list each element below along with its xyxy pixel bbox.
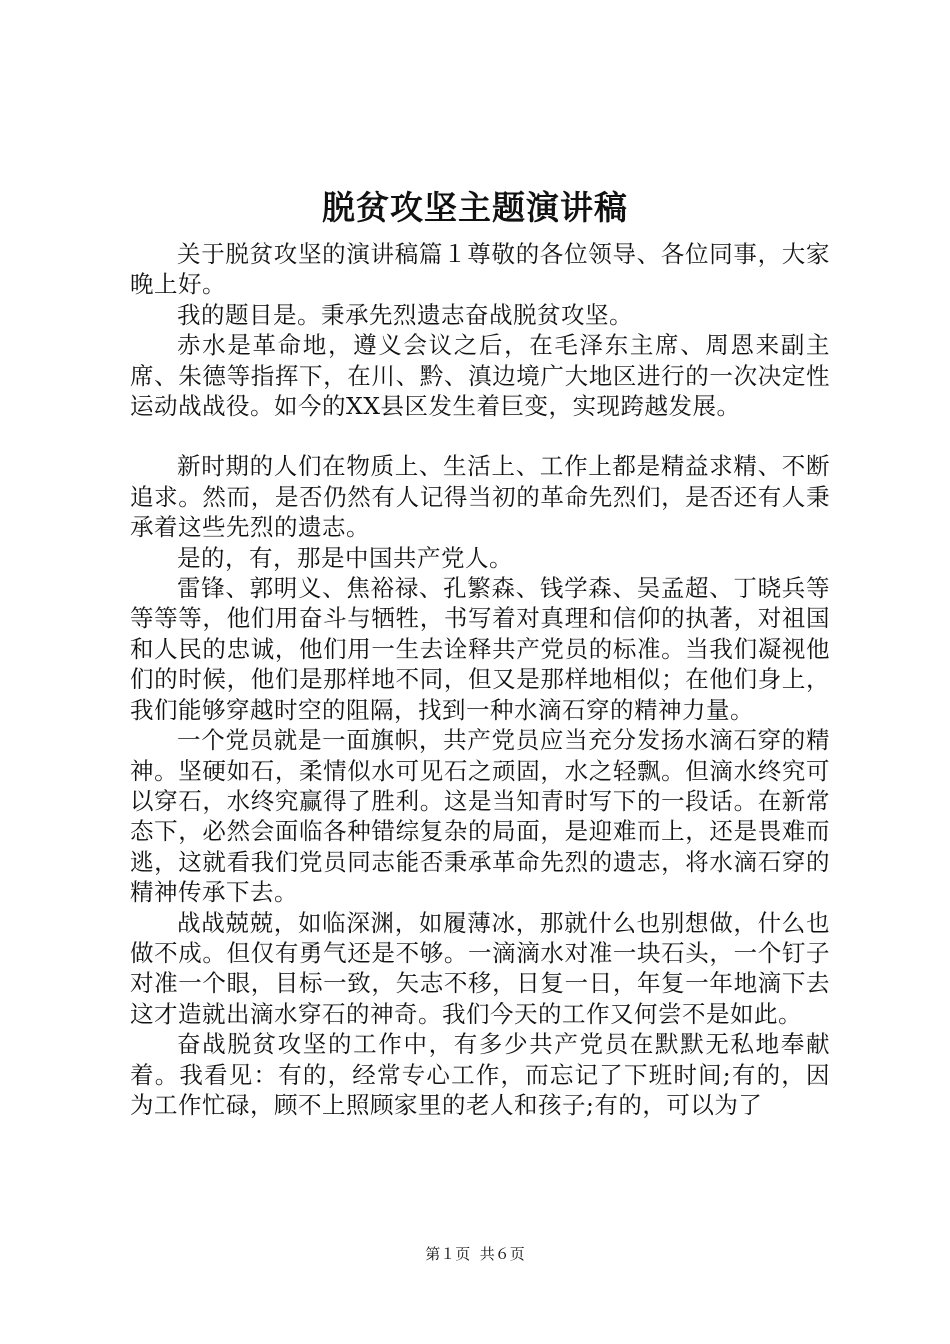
paragraph: 一个党员就是一面旗帜，共产党员应当充分发扬水滴石穿的精神。坚硬如石，柔情似水可见石之顽固，水之轻飘。但滴水终究可以穿石，水终究赢得了胜利。这是当知青时写下的一段话。在新常态下，必然会面临各种错综复杂的局面，是迎难而上，还是畏难而逃，这就看我们党员同志能否秉承革命先烈的遗志，将水滴石穿的精神传承下去。 bbox=[130, 726, 830, 907]
page-number-footer: 第１页 共６页 bbox=[425, 1245, 525, 1263]
paragraph: 雷锋、郭明义、焦裕禄、孔繁森、钱学森、吴孟超、丁晓兵等等等等，他们用奋斗与牺牲，书写着对真理和信仰的执著，对祖国和人民的忠诚，他们用一生去诠释共产党员的标准。当我们凝视他们的时候，他们是那样地不同，但又是那样地相似；在他们身上，我们能够穿越时空的阻隔，找到一种水滴石穿的精神力量。 bbox=[130, 574, 830, 724]
paragraph: 奋战脱贫攻坚的工作中，有多少共产党员在默默无私地奉献着。我看见：有的，经常专心工作，而忘记了下班时间;有的，因为工作忙碌，顾不上照顾家里的老人和孩子;有的，可以为了 bbox=[130, 1030, 830, 1119]
paragraph: 关于脱贫攻坚的演讲稿篇１尊敬的各位领导、各位同事，大家晚上好。 bbox=[130, 240, 830, 299]
paragraph: 我的题目是。秉承先烈遗志奋战脱贫攻坚。 bbox=[177, 300, 633, 329]
document-title: 脱贫攻坚主题演讲稿 bbox=[322, 188, 628, 227]
paragraph: 是的，有，那是中国共产党人。 bbox=[177, 543, 513, 572]
paragraph: 新时期的人们在物质上、生活上、工作上都是精益求精、不断追求。然而，是否仍然有人记得当初的革命先烈们，是否还有人秉承着这些先烈的遗志。 bbox=[130, 452, 830, 542]
document-body bbox=[130, 239, 830, 1120]
paragraph: 赤水是革命地，遵义会议之后，在毛泽东主席、周恩来副主席、朱德等指挥下，在川、黔、滇边境广大地区进行的一次决定性运动战战役。如今的XX县区发生着巨变，实现跨越发展。 bbox=[130, 331, 830, 421]
paragraph: 战战兢兢，如临深渊，如履薄冰，那就什么也别想做，什么也做不成。但仅有勇气还是不够。一滴滴水对准一块石头，一个钉子对准一个眼，目标一致，矢志不移，日复一日，年复一年地滴下去这才造就出滴水穿石的神奇。我们今天的工作又何尝不是如此。 bbox=[130, 908, 830, 1028]
